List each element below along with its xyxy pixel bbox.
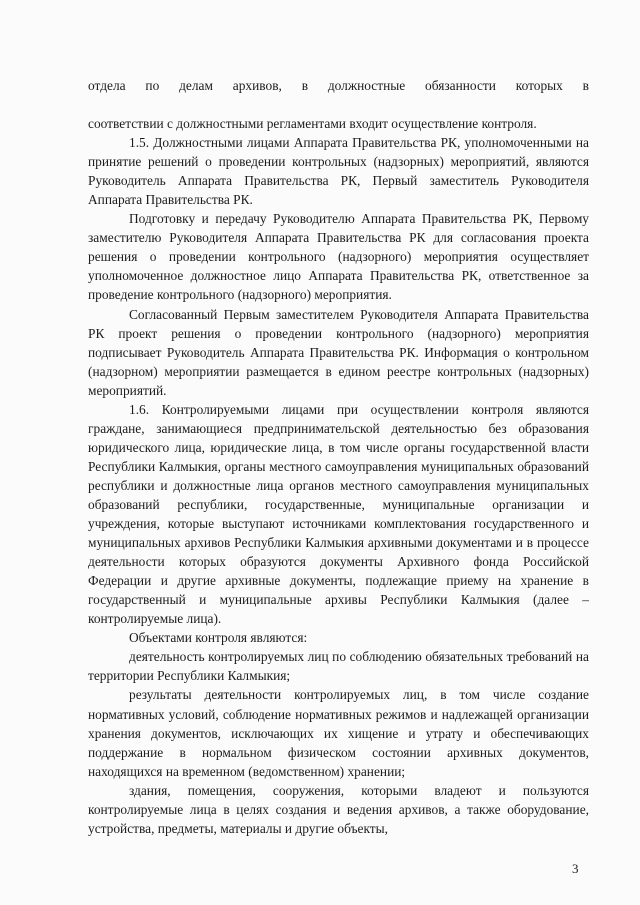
paragraph-1-5: 1.5. Должностными лицами Аппарата Правительства РК, уполномоченными на принятие решений о проведении контрольных (надзорных) мероприятий, являются Руководитель Аппарата Правительства РК, Первый заместитель Руководителя Аппарата Правительства РК. [88, 135, 589, 208]
paragraph-preparation: Подготовку и передачу Руководителю Аппарата Правительства РК, Первому заместителю Руководителя Аппарата Правительства РК для согласования проекта решения о проведении контрольного (надзорного) мероприятия осуществляет уполномоченное должностное лицо Аппарата Правительства РК, ответственное за проведение контрольного (надзорного) мероприятия. [88, 211, 589, 303]
paragraph-1-6: 1.6. Контролируемыми лицами при осуществлении контроля являются граждане, занимающиеся предпринимательской деятельностью без образования юридического лица, юридические лица, в том числе органы государственной власти Республики Калмыкия, органы местного самоуправления муниципальных образований республики и должностные лица органов местного самоуправления муниципальных образований республики, государственные, муниципальные организации и учреждения, которые выступают источниками комплектования государственного и муниципальных архивов Республики Калмыкия архивными документами и в процессе деятельности которых образуются документы Архивного фонда Российской Федерации и другие архивные документы, подлежащие приему на хранение в государственный и муниципальные архивы Республики Калмыкия (далее – контролируемые лица). [88, 401, 589, 627]
line-gap [88, 95, 589, 114]
page-number: 3 [572, 861, 579, 876]
paragraph-object-activity: деятельность контролируемых лиц по соблюдению обязательных требований на территории Республики Калмыкия; [88, 649, 589, 684]
paragraph-approval: Согласованный Первым заместителем Руководителя Аппарата Правительства РК проект решения о проведении контрольного (надзорного) мероприятия подписывает Руководитель Аппарата Правительства РК. Информация о контрольном (надзорном) мероприятии размещается в едином реестре контрольных (надзорных) мероприятий. [88, 306, 589, 398]
paragraph-object-buildings: здания, помещения, сооружения, которыми владеют и пользуются контролируемые лица в целях создания и ведения архивов, а также оборудование, устройства, предметы, материалы и другие объекты, [88, 782, 589, 836]
paragraph-object-results: результаты деятельности контролируемых лиц, в том числе создание нормативных условий, соблюдение нормативных режимов и надлежащей организации хранения документов, исключающих их хищение и утрату и обеспечивающих поддержание в нормальном физическом состоянии архивных документов, находящихся на временном (ведомственном) хранении; [88, 687, 589, 779]
paragraph-continuation: отдела по делам архивов, в должностные обязанности которых в [88, 78, 589, 93]
paragraph-control-officials: соответствии с должностными регламентами входит осуществление контроля. [88, 116, 537, 132]
paragraph-objects-heading: Объектами контроля являются: [129, 630, 308, 646]
document-body [88, 76, 589, 838]
